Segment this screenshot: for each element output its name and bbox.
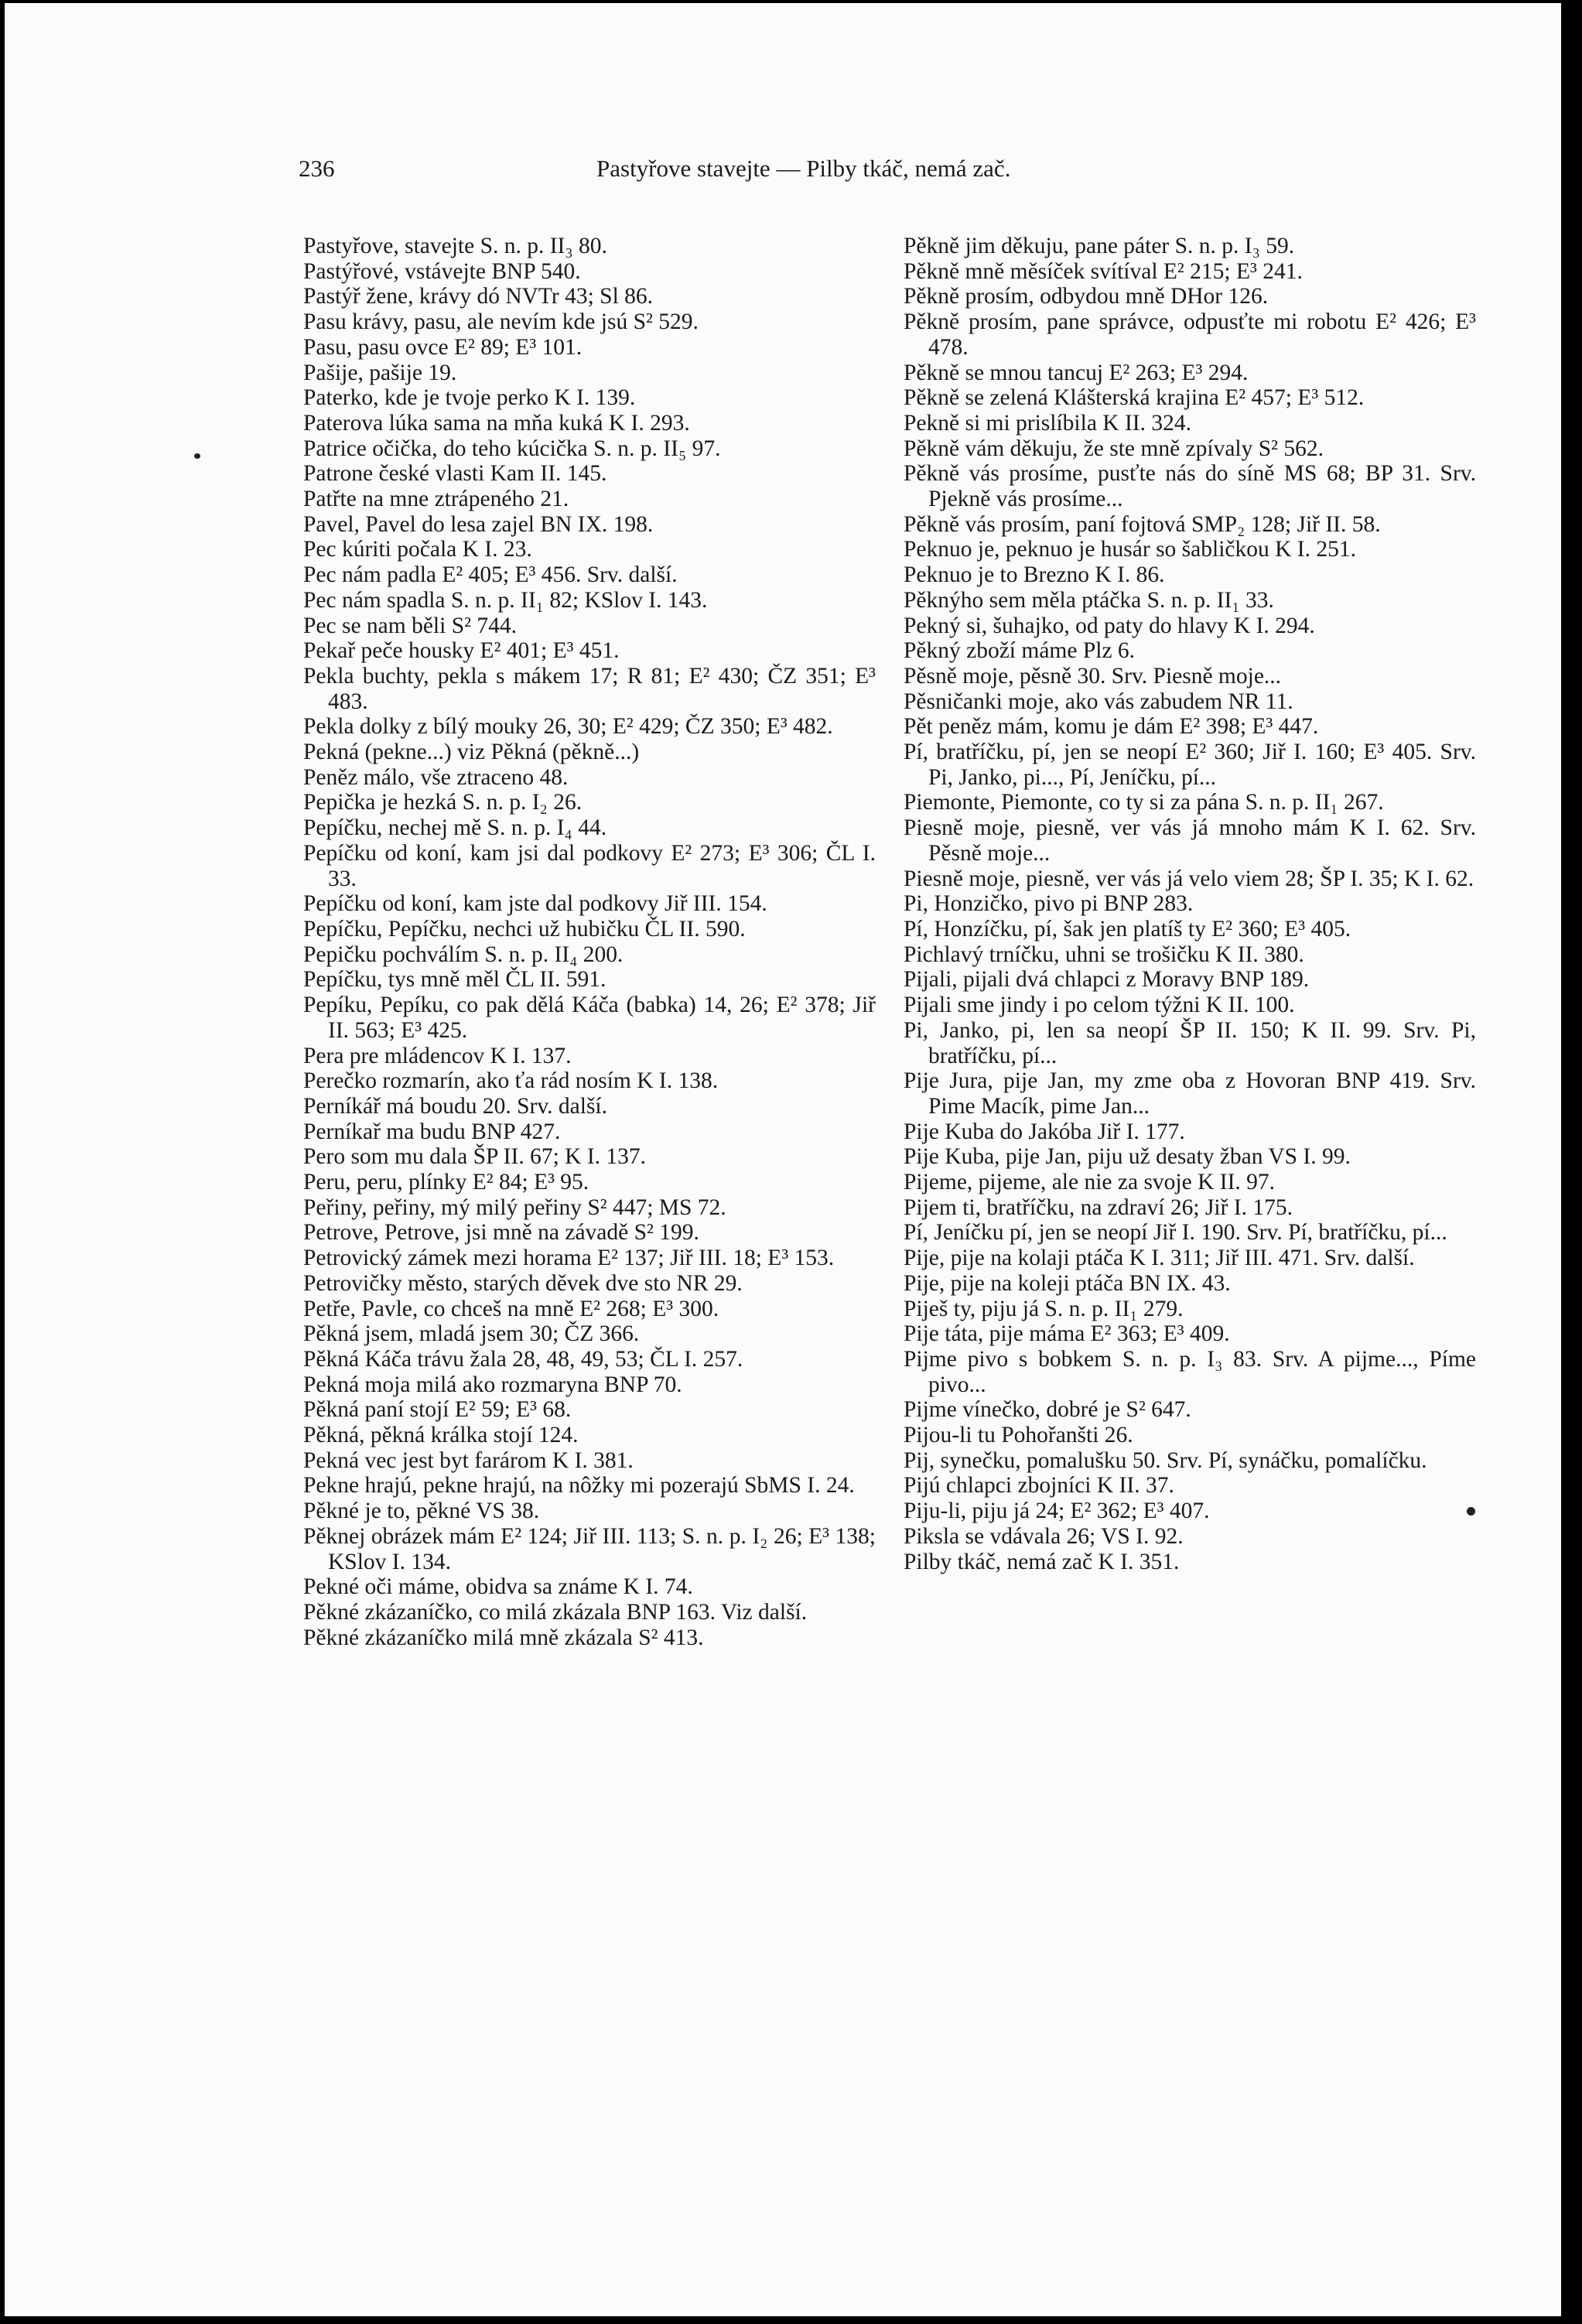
- index-entry: Pí, Jeníčku pí, jen se neopí Jiř I. 190. Srv. Pí, bratříčku, pí...: [904, 1220, 1447, 1246]
- index-entry: Pašije, pašije 19.: [303, 360, 457, 385]
- index-entry: Pěkně jim děkuju, pane páter S. n. p. I₃ 59.: [904, 234, 1295, 258]
- index-entry: Patřte na mne ztrápeného 21.: [303, 487, 569, 512]
- index-entry: Pekně si mi prislíbila K II. 324.: [904, 410, 1191, 436]
- index-entry: Pekne hrajú, pekne hrajú, na nôžky mi pozerajú SbMS I. 24.: [303, 1473, 855, 1499]
- index-entry: Pijme vínečko, dobré je S² 647.: [904, 1397, 1191, 1423]
- index-entry: Perníkář má boudu 20. Srv. další.: [303, 1093, 608, 1119]
- index-entry: Peknuo je, peknuo je husár so šabličkou K I. 251.: [904, 537, 1356, 562]
- index-entry: Pasu, pasu ovce E² 89; E³ 101.: [303, 334, 583, 360]
- index-entry: Pěkně vás prosíme, pusťte nás do síně MS 68; BP 31. Srv. Pjekně vás prosíme...: [904, 461, 1476, 512]
- index-entry: Pěkná paní stojí E² 59; E³ 68.: [303, 1397, 572, 1423]
- index-entry: Pekla buchty, pekla s mákem 17; R 81; E² 430; ČZ 351; E³ 483.: [303, 663, 876, 714]
- index-entry: Pepíku, Pepíku, co pak dělá Káča (babka) 14, 26; E² 378; Jiř II. 563; E³ 425.: [303, 993, 876, 1043]
- index-entry: Petře, Pavle, co chceš na mně E² 268; E³ 300.: [303, 1296, 719, 1321]
- index-entry: Pěkně vám děkuju, že ste mně zpívaly S² 562.: [904, 436, 1324, 461]
- index-entry: Piju-li, piju já 24; E² 362; E³ 407.: [904, 1499, 1210, 1524]
- index-entry: Pěsničanki moje, ako vás zabudem NR 11.: [904, 689, 1293, 714]
- index-entry: Pero som mu dala ŠP II. 67; K I. 137.: [303, 1144, 647, 1170]
- index-entry: Pijali, pijali dvá chlapci z Moravy BNP 189.: [904, 967, 1310, 993]
- index-entry: Pijú chlapci zbojníci K II. 37.: [904, 1473, 1174, 1499]
- index-entry: Paterova lúka sama na mňa kuká K I. 293.: [303, 410, 690, 436]
- index-entry: Pec nám padla E² 405; E³ 456. Srv. další.: [303, 562, 678, 588]
- index-entry: Pekná vec jest byt farárom K I. 381.: [303, 1447, 634, 1473]
- index-entry: Pěkná jsem, mladá jsem 30; ČZ 366.: [303, 1321, 640, 1347]
- index-entry: Pi, Janko, pi, len sa neopí ŠP II. 150; K II. 99. Srv. Pi, bratříčku, pí...: [904, 1017, 1476, 1068]
- index-entry: Pěkné zkázaníčko milá mně zkázala S² 413.: [303, 1625, 704, 1650]
- index-entry: Pekař peče housky E² 401; E³ 451.: [303, 638, 620, 664]
- index-entry: Piksla se vdávala 26; VS I. 92.: [904, 1523, 1184, 1549]
- index-entry: Peněz málo, vše ztraceno 48.: [303, 764, 569, 790]
- index-entry: Pij, synečku, pomalušku 50. Srv. Pí, synáčku, pomalíčku.: [904, 1447, 1427, 1473]
- index-entry: Pepíčku od koní, kam jsi dal podkovy E² 273; E³ 306; ČL I. 33.: [303, 840, 876, 891]
- index-entry: Pepíčku, Pepíčku, nechci už hubičku ČL II. 590.: [303, 916, 746, 942]
- index-entry: Pepíčku od koní, kam jste dal podkovy Jiř III. 154.: [303, 891, 767, 917]
- page-header: [299, 155, 1459, 193]
- index-entry: Piemonte, Piemonte, co ty si za pána S. n. p. II₁ 267.: [904, 790, 1384, 815]
- index-entry: Pilby tkáč, nemá zač K I. 351.: [904, 1549, 1180, 1574]
- index-entry: Pí, bratříčku, pí, jen se neopí E² 360; Jiř I. 160; E³ 405. Srv. Pi, Janko, pi..., Pí, Jeníčku, pí...: [904, 740, 1476, 790]
- index-entry: Pěkně prosím, pane správce, odpusťte mi robotu E² 426; E³ 478.: [904, 309, 1476, 360]
- index-entry: Pavel, Pavel do lesa zajel BN IX. 198.: [303, 511, 654, 537]
- index-entry: Patrice očička, do teho kúcička S. n. p. II₅ 97.: [303, 436, 721, 461]
- left-column: [303, 234, 876, 1650]
- index-entry: Pěknýho sem měla ptáčka S. n. p. II₁ 33.: [904, 587, 1274, 613]
- index-entry: Pěsně moje, pěsně 30. Srv. Piesně moje...: [904, 663, 1282, 689]
- index-entry: Piesně moje, piesně, ver vás já mnoho mám K I. 62. Srv. Pěsně moje...: [904, 815, 1476, 866]
- index-entry: Pi, Honzičko, pivo pi BNP 283.: [904, 891, 1194, 917]
- print-speck: [194, 453, 200, 459]
- index-entry: Petrovický zámek mezi horama E² 137; Jiř III. 18; E³ 153.: [303, 1246, 835, 1271]
- index-entry: Patrone české vlasti Kam II. 145.: [303, 461, 607, 487]
- index-entry: Pěkné je to, pěkné VS 38.: [303, 1499, 540, 1524]
- index-entry: Pět peněz mám, komu je dám E² 398; E³ 447.: [904, 714, 1319, 740]
- index-entry: Pera pre mládencov K I. 137.: [303, 1043, 572, 1068]
- index-entry: Pec nám spadla S. n. p. II₁ 82; KSlov I. 143.: [303, 587, 708, 613]
- index-entry: Pije Jura, pije Jan, my zme oba z Hovoran BNP 419. Srv. Pime Macík, pime Jan...: [904, 1068, 1476, 1119]
- index-entry: Piješ ty, piju já S. n. p. II₁ 279.: [904, 1296, 1184, 1321]
- right-column: [904, 234, 1476, 1574]
- index-entry: Pěkně mně měsíček svítíval E² 215; E³ 241.: [904, 258, 1303, 284]
- index-entry: Pí, Honzíčku, pí, šak jen platíš ty E² 360; E³ 405.: [904, 916, 1351, 942]
- index-entry: Pepičku pochválím S. n. p. II₄ 200.: [303, 942, 624, 967]
- index-entry: Pepička je hezká S. n. p. I₂ 26.: [303, 790, 583, 815]
- index-entry: Pastyřove, stavejte S. n. p. II₃ 80.: [303, 234, 607, 258]
- running-title: Pastyřove stavejte — Pilby tkáč, nemá zač.: [596, 155, 1011, 182]
- index-entry: Pepíčku, nechej mě S. n. p. I₄ 44.: [303, 815, 607, 841]
- index-entry: Pije táta, pije máma E² 363; E³ 409.: [904, 1321, 1230, 1347]
- index-entry: Pastýř žene, krávy dó NVTr 43; Sl 86.: [303, 284, 654, 309]
- index-entry: Pijeme, pijeme, ale nie za svoje K II. 97.: [904, 1170, 1276, 1195]
- index-entry: Peknuo je to Brezno K I. 86.: [904, 562, 1165, 588]
- index-entry: Peru, peru, plínky E² 84; E³ 95.: [303, 1170, 589, 1195]
- index-entry: Pěkná, pěkná králka stojí 124.: [303, 1423, 579, 1448]
- index-entry: Pijem ti, bratříčku, na zdraví 26; Jiř I. 175.: [904, 1194, 1293, 1220]
- index-entry: Pěkný zboží máme Plz 6.: [904, 638, 1136, 664]
- index-entry: Petrovičky město, starých děvek dve sto NR 29.: [303, 1270, 743, 1296]
- index-entry: Pijou-li tu Pohořanšti 26.: [904, 1423, 1133, 1448]
- index-entry: Perečko rozmarín, ako ťa rád nosím K I. 138.: [303, 1068, 719, 1094]
- index-entry: Pěkně prosím, odbydou mně DHor 126.: [904, 284, 1269, 309]
- index-entry: Pasu krávy, pasu, ale nevím kde jsú S² 529.: [303, 309, 699, 335]
- index-entry: Pepíčku, tys mně měl ČL II. 591.: [303, 967, 606, 993]
- index-entry: Pěkná Káča trávu žala 28, 48, 49, 53; ČL I. 257.: [303, 1346, 743, 1372]
- index-entry: Pěkně se mnou tancuj E² 263; E³ 294.: [904, 360, 1249, 385]
- index-entry: Pekný si, šuhajko, od paty do hlavy K I. 294.: [904, 613, 1315, 638]
- index-entry: Pěkné zkázaníčko, co milá zkázala BNP 163. Viz další.: [303, 1599, 808, 1625]
- index-entry: Pije Kuba do Jakóba Jiř I. 177.: [904, 1119, 1185, 1144]
- index-entry: Pastýřové, vstávejte BNP 540.: [303, 258, 581, 284]
- print-speck: [1467, 1507, 1475, 1516]
- index-entry: Pije, pije na koleji ptáča BN IX. 43.: [904, 1270, 1231, 1296]
- index-entry: Peřiny, peřiny, mý milý peřiny S² 447; MS 72.: [303, 1194, 726, 1220]
- index-entry: Pěkně se zelená Klášterská krajina E² 457; E³ 512.: [904, 385, 1365, 411]
- index-entry: Pec se nam běli S² 744.: [303, 613, 517, 638]
- index-entry: Pichlavý trníčku, uhni se trošičku K II. 380.: [904, 942, 1304, 967]
- index-entry: Pijali sme jindy i po celom týžni K II. 100.: [904, 993, 1295, 1018]
- index-entry: Pěknej obrázek mám E² 124; Jiř III. 113; S. n. p. I₂ 26; E³ 138; KSlov I. 134.: [303, 1523, 876, 1574]
- page-number: 236: [299, 155, 335, 182]
- index-entry: Pekla dolky z bílý mouky 26, 30; E² 429; ČZ 350; E³ 482.: [303, 714, 833, 740]
- index-entry: Pěkně vás prosím, paní fojtová SMP₂ 128; Jiř II. 58.: [904, 511, 1381, 537]
- index-entry: Pije, pije na kolaji ptáča K I. 311; Jiř III. 471. Srv. další.: [904, 1246, 1415, 1271]
- index-entry: Pekná moja milá ako rozmaryna BNP 70.: [303, 1372, 682, 1397]
- index-entry: Pekná (pekne...) viz Pěkná (pěkně...): [303, 740, 640, 765]
- index-entry: Paterko, kde je tvoje perko K I. 139.: [303, 385, 636, 411]
- index-entry: Pekné oči máme, obidva sa známe K I. 74.: [303, 1574, 693, 1600]
- index-entry: Pec kúriti počala K I. 23.: [303, 537, 532, 562]
- index-entry: Pije Kuba, pije Jan, piju už desaty žban VS I. 99.: [904, 1144, 1351, 1170]
- index-entry: Pijme pivo s bobkem S. n. p. I₃ 83. Srv. A pijme..., Píme pivo...: [904, 1346, 1476, 1397]
- index-entry: Piesně moje, piesně, ver vás já velo viem 28; ŠP I. 35; K I. 62.: [904, 866, 1474, 891]
- index-entry: Petrove, Petrove, jsi mně na závadě S² 199.: [303, 1220, 699, 1246]
- index-entry: Perníkař ma budu BNP 427.: [303, 1119, 561, 1144]
- book-page: [5, 3, 1561, 2316]
